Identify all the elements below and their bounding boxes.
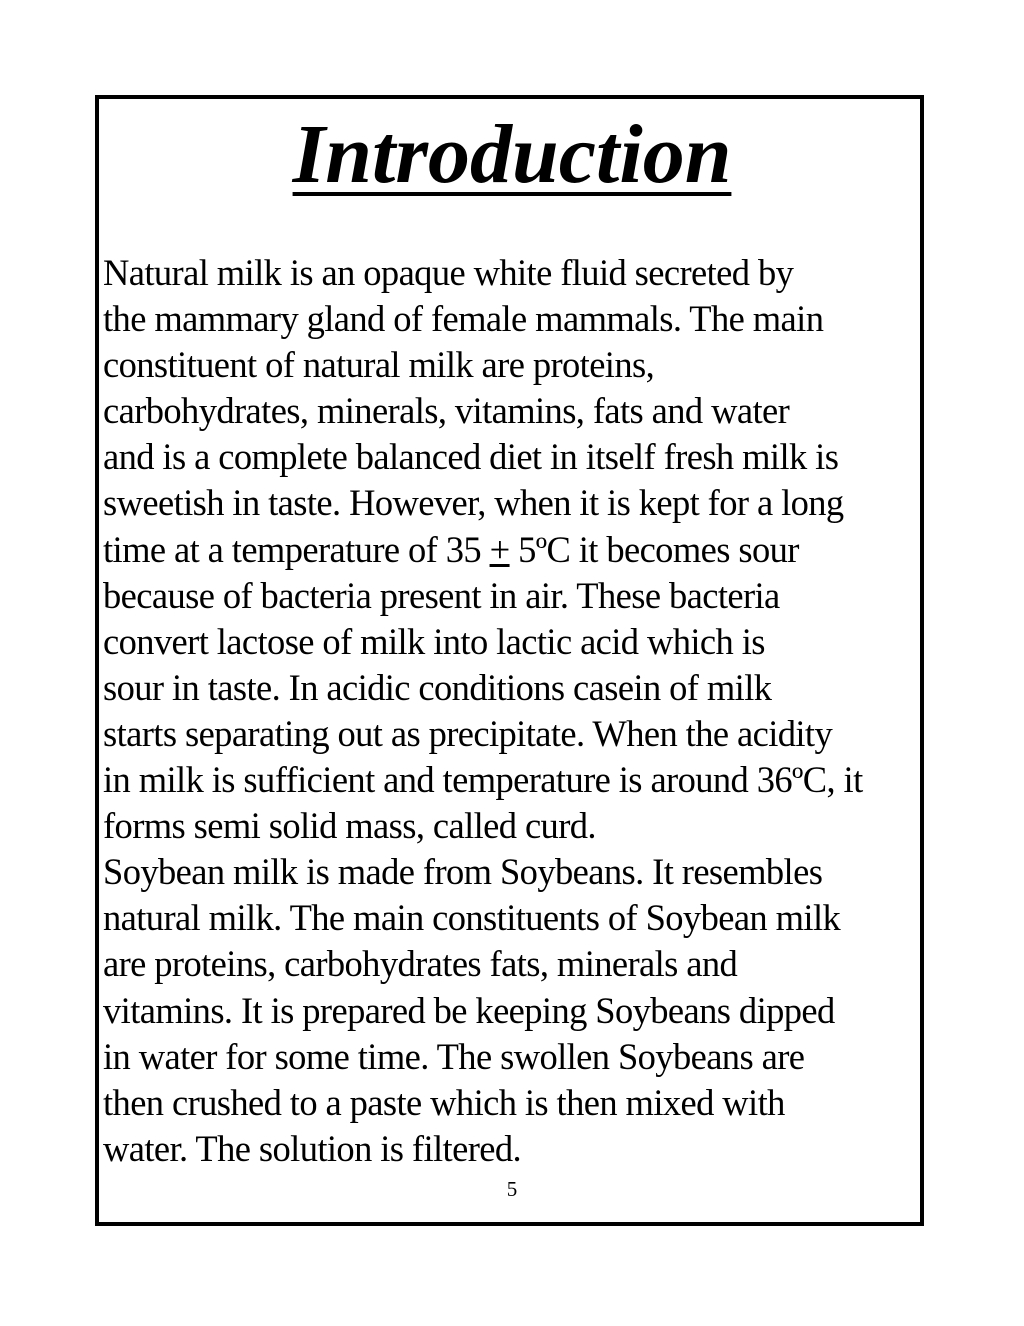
- body-line: sweetish in taste. However, when it is kept for a long: [103, 482, 844, 524]
- body-line: starts separating out as precipitate. When the acidity: [103, 712, 833, 754]
- body-text: [103, 250, 923, 1172]
- body-line: and is a complete balanced diet in itself fresh milk is: [103, 436, 839, 478]
- body-line: then crushed to a paste which is then mixed with: [103, 1081, 785, 1123]
- plus-minus-symbol: +: [489, 528, 510, 570]
- body-line: constituent of natural milk are proteins,: [103, 344, 655, 386]
- page-number: 5: [506, 1177, 518, 1201]
- body-line: Soybean milk is made from Soybeans. It resembles: [103, 851, 823, 893]
- body-line: Natural milk is an opaque white fluid secreted by: [103, 252, 794, 293]
- body-line: carbohydrates, minerals, vitamins, fats and water: [103, 390, 790, 432]
- body-line-part: time at a temperature of 35: [103, 528, 490, 570]
- body-line: [103, 527, 923, 573]
- body-line: the mammary gland of female mammals. The main: [103, 298, 824, 340]
- body-line: because of bacteria present in air. These bacteria: [103, 574, 780, 616]
- body-line: natural milk. The main constituents of Soybean milk: [103, 897, 841, 939]
- body-line: sour in taste. In acidic conditions casein of milk: [103, 666, 772, 708]
- body-line-part: 5ºC it becomes sour: [509, 528, 799, 570]
- body-line: in water for some time. The swollen Soybeans are: [103, 1035, 805, 1077]
- body-line: in milk is sufficient and temperature is around 36ºC, it: [103, 759, 863, 801]
- body-line: vitamins. It is prepared be keeping Soybeans dipped: [103, 989, 835, 1031]
- body-line: forms semi solid mass, called curd.: [103, 805, 596, 847]
- page-title: [0, 100, 1024, 210]
- body-line: convert lactose of milk into lactic acid which is: [103, 620, 765, 662]
- page-title-text: Introduction: [292, 108, 732, 201]
- body-line: water. The solution is filtered.: [103, 1127, 522, 1169]
- body-line: are proteins, carbohydrates fats, minerals and: [103, 943, 738, 985]
